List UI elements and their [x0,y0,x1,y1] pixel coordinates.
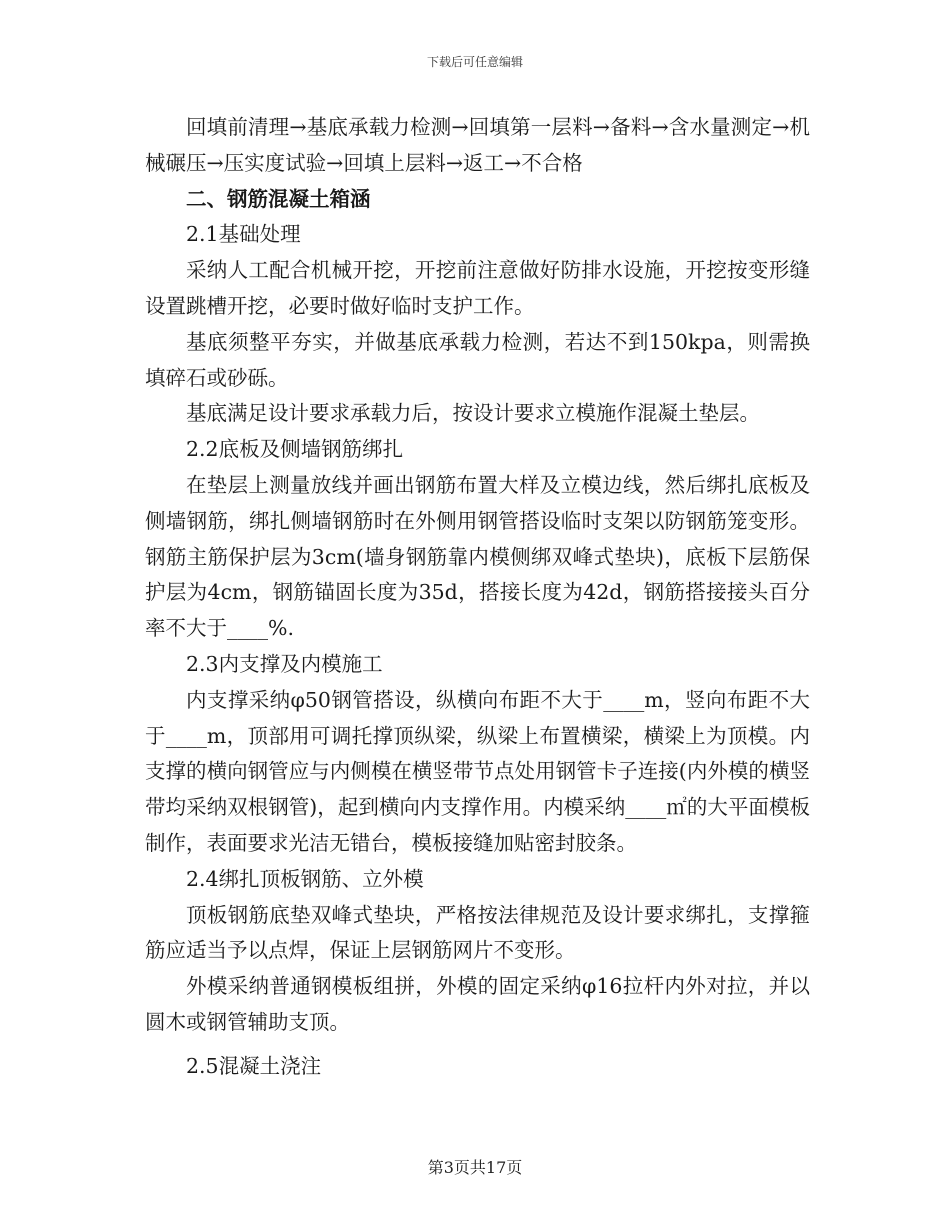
subheading-2-2: 2.2底板及侧墙钢筋绑扎 [186,437,404,462]
paragraph-cushion-layer: 基底满足设计要求承载力后，按设计要求立模施作混凝土垫层。 [186,401,760,426]
paragraph-inner-support: 内支撑采纳φ50钢管搭设，纵横向布距不大于____m，竖向布距不大于____m，顶部用可调托撑顶纵梁，纵梁上布置横梁，横梁上为顶模。内支撑的横向钢管应与内侧模在横竖带节点处用钢管卡子连接(内外模的横竖带均采纳双根钢管)，起到横向内支撑作用。内模采纳____㎡的大平面模板制作，表面要求光洁无错台，模板接缝加贴密封胶条。 [145,687,810,855]
page-footer: 第3页共17页 [427,1158,523,1177]
paragraph-outer-formwork: 外模采纳普通钢模板组拼，外模的固定采纳φ16拉杆内外对拉，并以圆木或钢管辅助支顶。 [145,974,810,1034]
subheading-2-4: 2.4绑扎顶板钢筋、立外模 [186,866,424,891]
subheading-2-5: 2.5混凝土浇注 [186,1053,322,1078]
section-heading-box-culvert: 二、钢筋混凝土箱涵 [186,186,371,211]
page-header: 下载后可任意编辑 [426,55,523,69]
subheading-2-3: 2.3内支撑及内模施工 [186,651,383,676]
paragraph-rebar-binding: 在垫层上测量放线并画出钢筋布置大样及立模边线，然后绑扎底板及侧墙钢筋，绑扎侧墙钢筋时在外侧用钢管搭设临时支架以防钢筋笼变形。钢筋主筋保护层为3cm(墙身钢筋靠内模侧绑双峰式垫块)，底板下层筋保护层为4cm，钢筋锚固长度为35d，搭接长度为42d，钢筋搭接接头百分率不大于____%. [145,472,810,641]
paragraph-excavation: 采纳人工配合机械开挖，开挖前注意做好防排水设施，开挖按变形缝设置跳槽开挖，必要时做好临时支护工作。 [145,258,810,318]
paragraph-backfill-process: 回填前清理→基底承载力检测→回填第一层料→备料→含水量测定→机械碾压→压实度试验→回填上层料→返工→不合格 [145,115,810,175]
paragraph-base-compaction: 基底须整平夯实，并做基底承载力检测，若达不到150kpa，则需换填碎石或砂砾。 [145,329,810,390]
subheading-2-1: 2.1基础处理 [186,222,301,247]
paragraph-top-slab-rebar: 顶板钢筋底垫双峰式垫块，严格按法律规范及设计要求绑扎，支撑箍筋应适当予以点焊，保证上层钢筋网片不变形。 [145,902,810,963]
document-body [145,110,810,1085]
